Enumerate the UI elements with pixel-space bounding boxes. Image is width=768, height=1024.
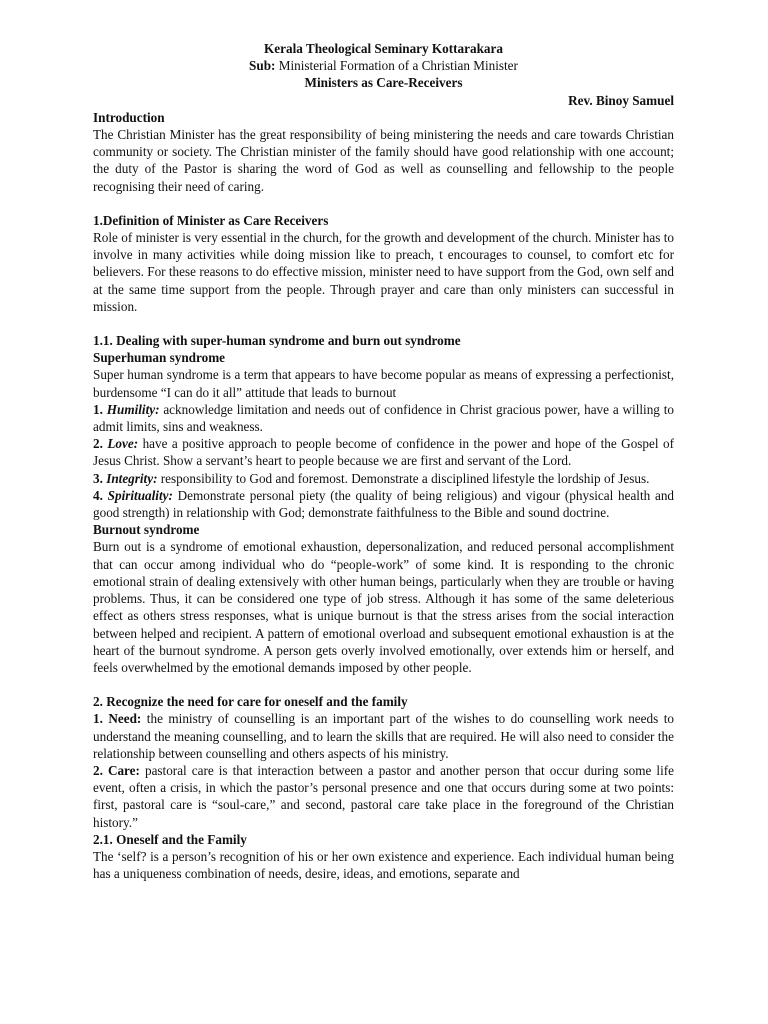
burnout-heading: Burnout syndrome: [93, 522, 200, 538]
intro-paragraph: The Christian Minister has the great responsibility of being ministering the needs and care towards Christian community or society. The Christian minister of the family should have good relationship with one account; the duty of the Pastor is sharing the word of God as well as counselling and fellowship to the people recognising their need of caring.: [93, 127, 674, 194]
section1-paragraph: Role of minister is very essential in the church, for the growth and development of the church. Minister has to involve in many activities while doing mission like to preach, t encourages to counsel, to comfort etc for believers. For these reasons to do effective mission, minister need to have support from the God, own self and at the same time support from the people. Through prayer and care than only ministers can successful in mission.: [93, 230, 674, 314]
list-item: 1. Need: the ministry of counselling is an important part of the wishes to do counselling work needs to understand the meaning counselling, and to learn the skills that are required. He will also need to consider the relationship between counselling and others aspects of his ministry.: [93, 711, 674, 761]
author-name: Rev. Binoy Samuel: [568, 92, 674, 108]
list-item: 2. Care: pastoral care is that interaction between a pastor and another person that occur during some life event, often a crisis, in which the pastor’s personal presence and one that occurs during some at two points: first, pastoral care is “soul-care,” and second, pastoral care take place in the foreground of the Christian history.”: [93, 762, 674, 830]
subject-text: Ministerial Formation of a Christian Minister: [278, 58, 518, 74]
section2-heading: 2. Recognize the need for care for oneself and the family: [93, 694, 408, 710]
document-title: Ministers as Care-Receivers: [304, 75, 463, 91]
document-page: [93, 40, 674, 882]
section2-1-heading: 2.1. Oneself and the Family: [93, 831, 247, 847]
institution-name: Kerala Theological Seminary Kottarakara: [264, 41, 503, 56]
burnout-paragraph: Burn out is a syndrome of emotional exhaustion, depersonalization, and reduced personal accomplishment that can occur among individual who do “people-work” of some kind. It is responding to the chronic emotional strain of dealing extensively with other human beings, particularly when they are trouble or having problems. Thus, it can be considered one type of job stress. Although it has some of the same deleterious effect as others stress responses, what is unique burnout is that the stress arises from the social interaction between helped and recipient. A pattern of emotional overload and subsequent emotional exhaustion is at the heart of the burnout syndrome. A person gets overly involved emotionally, over extends him or herself, and feels overwhelmed by the emotional demands imposed by other people.: [93, 539, 674, 675]
superhuman-heading: Superhuman syndrome: [93, 350, 226, 366]
section1-1-heading: 1.1. Dealing with super-human syndrome and burn out syndrome: [93, 333, 461, 349]
list-item: 4. Spirituality: Demonstrate personal piety (the quality of being religious) and vigour (physical health and good strength) in relationship with God; demonstrate faithfulness to the Bible and sound doctrine.: [93, 487, 675, 521]
section2-1-paragraph: The ‘self? is a person’s recognition of his or her own existence and experience. Each individual human being has a uniqueness combination of needs, desire, ideas, and emotions, separate and: [93, 848, 674, 882]
list-item: 2. Love: have a positive approach to people become of confidence in the power and hope of the Gospel of Jesus Christ. Show a servant’s heart to people because we are first and servant of the Lord.: [93, 436, 674, 469]
subject-label: Sub:: [249, 58, 276, 74]
list-item: 3. Integrity: responsibility to God and foremost. Demonstrate a disciplined lifestyle the lordship of Jesus.: [93, 470, 650, 486]
list-item: 1. Humility: acknowledge limitation and needs out of confidence in Christ gracious power, have a willing to admit limits, sins and weakness.: [93, 401, 674, 435]
subject-line: [93, 57, 674, 74]
intro-heading: Introduction: [93, 109, 165, 125]
superhuman-paragraph: Super human syndrome is a term that appears to have become popular as means of expressing a perfectionist, burdensome “I can do it all” attitude that leads to burnout: [93, 367, 674, 400]
section1-heading: 1.Definition of Minister as Care Receivers: [93, 212, 329, 228]
